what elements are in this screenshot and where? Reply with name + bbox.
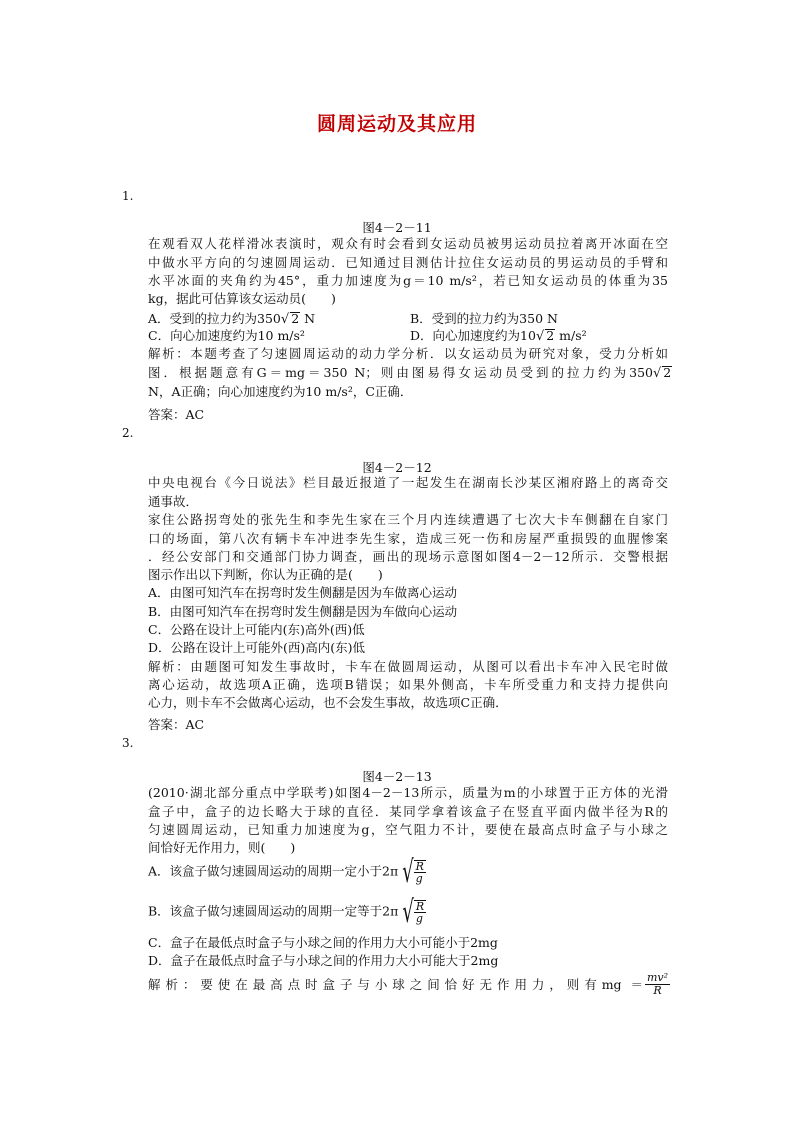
q3-option-d: D．盒子在最低点时盒子与小球之间的作用力大小可能大于2mg xyxy=(148,953,499,968)
q3-option-b-text: B．该盒子做匀速圆周运动的周期一定等于2π xyxy=(148,903,399,919)
question-number-1: 1. xyxy=(122,189,134,203)
q1-analysis-line: N，A正确；向心加速度约为10 m/s²，C正确． xyxy=(148,384,413,399)
q2-text-line: 中央电视台《今日说法》栏目最近报道了一起发生在湖南长沙某区湘府路上的离奇交 xyxy=(148,475,668,490)
sqrt-symbol: √ xyxy=(535,329,545,344)
sqrt-radicand: 2 xyxy=(663,365,672,380)
q1-option-a-text: A．受到的拉力约为350 xyxy=(148,311,281,326)
q2-text-line: 图示作出以下判断，你认为正确的是( ) xyxy=(148,567,383,582)
q1-answer: 答案：AC xyxy=(148,407,205,422)
q2-text-line: 口的场面，第八次有辆卡车冲进李先生家，造成三死一伤和房屋严重损毁的血腥惨案 xyxy=(148,531,668,546)
q3-text-line: 匀速圆周运动，已知重力加速度为g，空气阻力不计，要使在最高点时盒子与小球之 xyxy=(148,822,668,837)
q1-option-d-text: D．向心加速度约为10 xyxy=(410,328,536,343)
q2-analysis-line: 解析：由题图可知发生事故时，卡车在做圆周运动，从图可以看出卡车冲入民宅时做 xyxy=(148,659,668,674)
q3-option-a-text: A．该盒子做匀速圆周运动的周期一定小于2π xyxy=(148,863,399,879)
fraction-denominator: R xyxy=(653,984,662,997)
q1-option-b: B．受到的拉力约为350 N xyxy=(410,311,558,326)
q3-option-a xyxy=(148,854,426,890)
sqrt-fraction xyxy=(402,854,426,890)
q1-text-line: kg，据此可估算该女运动员( ) xyxy=(148,291,336,306)
q2-option-d: D．公路在设计上可能外(西)高内(东)低 xyxy=(148,640,366,655)
question-number-3: 3. xyxy=(122,736,134,750)
q2-text-line: 通事故． xyxy=(148,494,199,509)
q1-text-line: 水平冰面的夹角约为45°，重力加速度为g＝10 m/s²，若已知女运动员的体重为35 xyxy=(148,273,668,288)
fraction-numerator: mv² xyxy=(647,971,669,984)
q1-option-a-unit: N xyxy=(300,311,316,326)
q3-analysis-text: 解析：要使在最高点时盒子与小球之间恰好无作用力，则有mg ＝ xyxy=(148,977,643,992)
q2-analysis-line: 离心运动，故选项A正确，选项B错误；如果外侧高，卡车所受重力和支持力提供向 xyxy=(148,677,668,692)
q1-text-line: 在观看双人花样滑冰表演时，观众有时会看到女运动员被男运动员拉着离开冰面在空 xyxy=(148,236,668,251)
q3-text-line: (2010·湖北部分重点中学联考)如图4－2－13所示，质量为m的小球置于正方体的光滑 xyxy=(148,785,668,800)
q2-option-b: B．由图可知汽车在拐弯时发生侧翻是因为车做向心运动 xyxy=(148,604,458,619)
sqrt-fraction xyxy=(402,894,426,930)
q1-option-c: C．向心加速度约为10 m/s² xyxy=(148,328,305,343)
q1-analysis-line: 解析：本题考查了匀速圆周运动的动力学分析．以女运动员为研究对象，受力分析如 xyxy=(148,346,668,361)
question-number-2: 2. xyxy=(122,426,134,440)
fraction-denominator: g xyxy=(415,872,423,885)
sqrt-symbol: √ xyxy=(402,854,414,890)
sqrt-radicand: 2 xyxy=(291,311,300,326)
q1-option-a xyxy=(148,309,315,327)
q2-answer: 答案：AC xyxy=(148,717,205,732)
q1-option-d xyxy=(410,326,587,344)
sqrt-symbol: √ xyxy=(402,894,414,930)
sqrt-symbol: √ xyxy=(653,366,662,381)
q2-text-line: 家住公路拐弯处的张先生和李先生家在三个月内连续遭遇了七次大卡车侧翻在自家门 xyxy=(148,512,668,527)
figure-caption-1: 图4－2－11 xyxy=(362,220,432,235)
figure-caption-3: 图4－2－13 xyxy=(362,769,432,784)
sqrt-symbol: √ xyxy=(280,312,290,327)
analysis-fraction xyxy=(645,972,670,997)
q1-option-d-unit: m/s² xyxy=(555,328,587,343)
q2-analysis-line: 心力，则卡车不会做离心运动，也不会发生事故，故选项C正确． xyxy=(148,695,508,710)
q1-analysis-text: 图．根据题意有G＝mg＝350 N；则由图易得女运动员受到的拉力约为350 xyxy=(148,365,653,380)
fraction-denominator: g xyxy=(415,912,423,925)
q3-text-line: 间恰好无作用力，则( ) xyxy=(148,840,296,855)
fraction-numerator: R xyxy=(415,860,424,873)
page-title: 圆周运动及其应用 xyxy=(316,113,477,135)
q2-option-a: A．由图可知汽车在拐弯时发生侧翻是因为车做离心运动 xyxy=(148,585,458,600)
figure-caption-2: 图4－2－12 xyxy=(362,460,432,475)
sqrt-radicand: 2 xyxy=(546,328,555,343)
q3-text-line: 盒子中，盒子的边长略大于球的直径．某同学拿着该盒子在竖直平面内做半径为R的 xyxy=(148,804,668,819)
q3-option-c: C．盒子在最低点时盒子与小球之间的作用力大小可能小于2mg xyxy=(148,935,498,950)
q3-option-b xyxy=(148,894,426,930)
q1-analysis-line-2 xyxy=(148,364,672,382)
q2-option-c: C．公路在设计上可能内(东)高外(西)低 xyxy=(148,622,365,637)
q3-analysis-line xyxy=(148,972,672,997)
q2-text-line: ．经公安部门和交通部门协力调查，画出的现场示意图如图4－2－12所示．交警根据 xyxy=(148,549,668,564)
q1-text-line: 中做水平方向的匀速圆周运动．已知通过目测估计拉住女运动员的男运动员的手臂和 xyxy=(148,255,668,270)
fraction-numerator: R xyxy=(415,900,425,913)
